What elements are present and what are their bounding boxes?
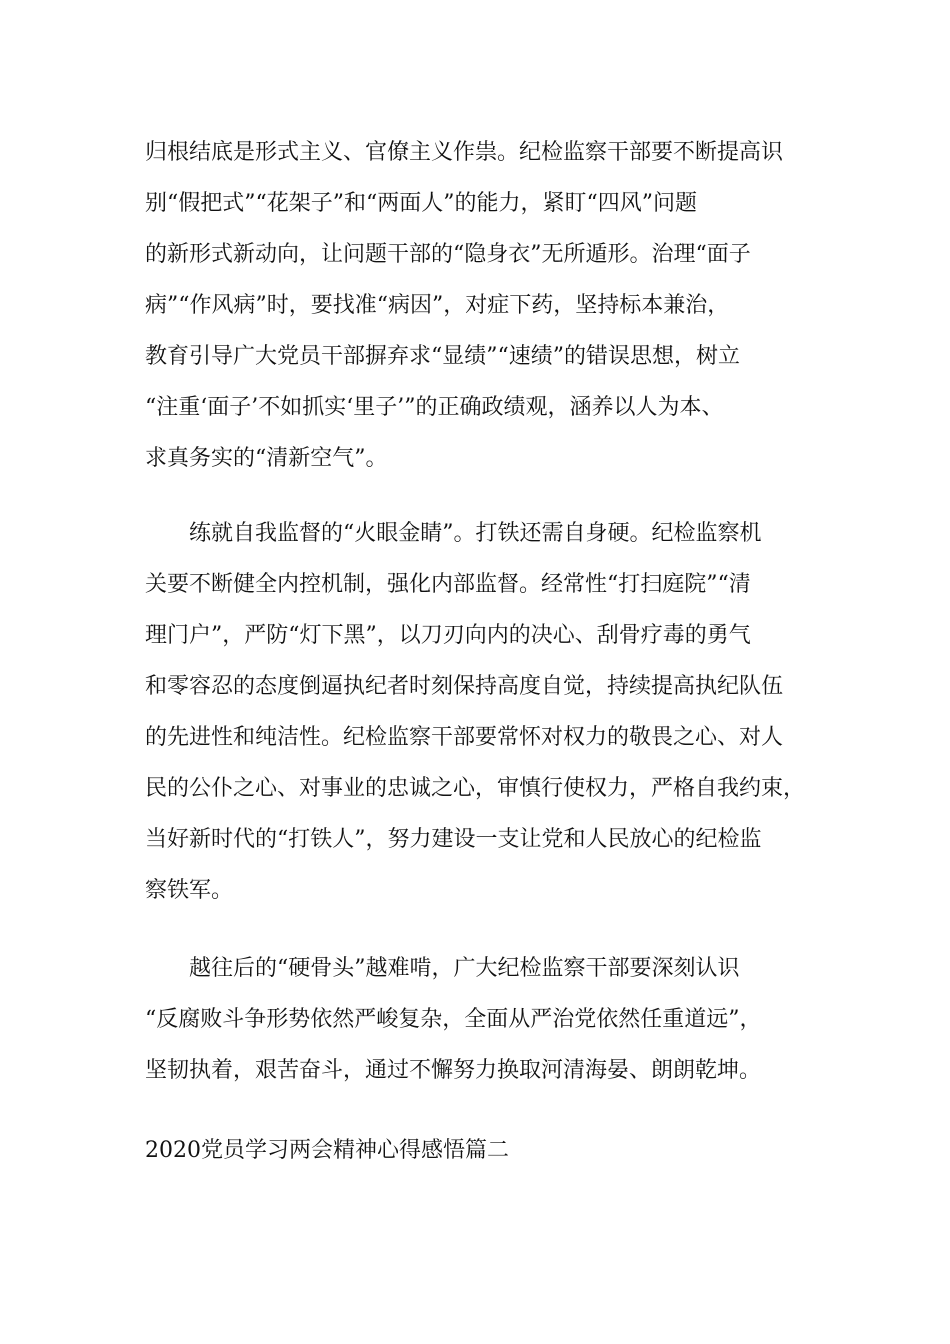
paragraph-line: 别“假把式”“花架子”和“两面人”的能力，紧盯“四风”问题	[145, 191, 697, 216]
paragraph-line-first: 练就自我监督的“火眼金睛”。打铁还需自身硬。纪检监察机	[189, 521, 762, 546]
section-heading-text: 2020党员学习两会精神心得感悟篇二	[145, 1138, 509, 1163]
paragraph-line: 和零容忍的态度倒逼执纪者时刻保持高度自觉，持续提高执纪队伍	[145, 674, 784, 699]
paragraph-line: “反腐败斗争形势依然严峻复杂，全面从严治党依然任重道远”，	[145, 1007, 762, 1032]
paragraph-line: 察铁军。	[145, 878, 234, 903]
paragraph-line-first: 越往后的“硬骨头”越难啃，广大纪检监察干部要深刻认识	[189, 956, 740, 981]
paragraph-line: 坚韧执着，艰苦奋斗，通过不懈努力换取河清海晏、朗朗乾坤。	[145, 1058, 762, 1083]
paragraph-line: 的新形式新动向，让问题干部的“隐身衣”无所遁形。治理“面子	[145, 242, 751, 267]
paragraph-line: 病”“作风病”时，要找准“病因”，对症下药，坚持标本兼治，	[145, 293, 730, 318]
paragraph-line: 民的公仆之心、对事业的忠诚之心，审慎行使权力，严格自我约束，	[145, 776, 806, 801]
paragraph-line: 教育引导广大党员干部摒弃求“显绩”“速绩”的错误思想，树立	[145, 344, 740, 369]
paragraph-line: “注重‘面子’不如抓实‘里子’”的正确政绩观，涵养以人为本、	[145, 395, 724, 420]
paragraph-line: 归根结底是形式主义、官僚主义作祟。纪检监察干部要不断提高识	[145, 140, 784, 165]
paragraph-line: 关要不断健全内控机制，强化内部监督。经常性“打扫庭院”“清	[145, 572, 751, 597]
paragraph-line: 当好新时代的“打铁人”，努力建设一支让党和人民放心的纪检监	[145, 827, 762, 852]
paragraph-line: 的先进性和纯洁性。纪检监察干部要常怀对权力的敬畏之心、对人	[145, 725, 784, 750]
paragraph-line: 理门户”，严防“灯下黑”，以刀刃向内的决心、刮骨疗毒的勇气	[145, 623, 751, 648]
paragraph-line: 求真务实的“清新空气”。	[145, 446, 388, 471]
